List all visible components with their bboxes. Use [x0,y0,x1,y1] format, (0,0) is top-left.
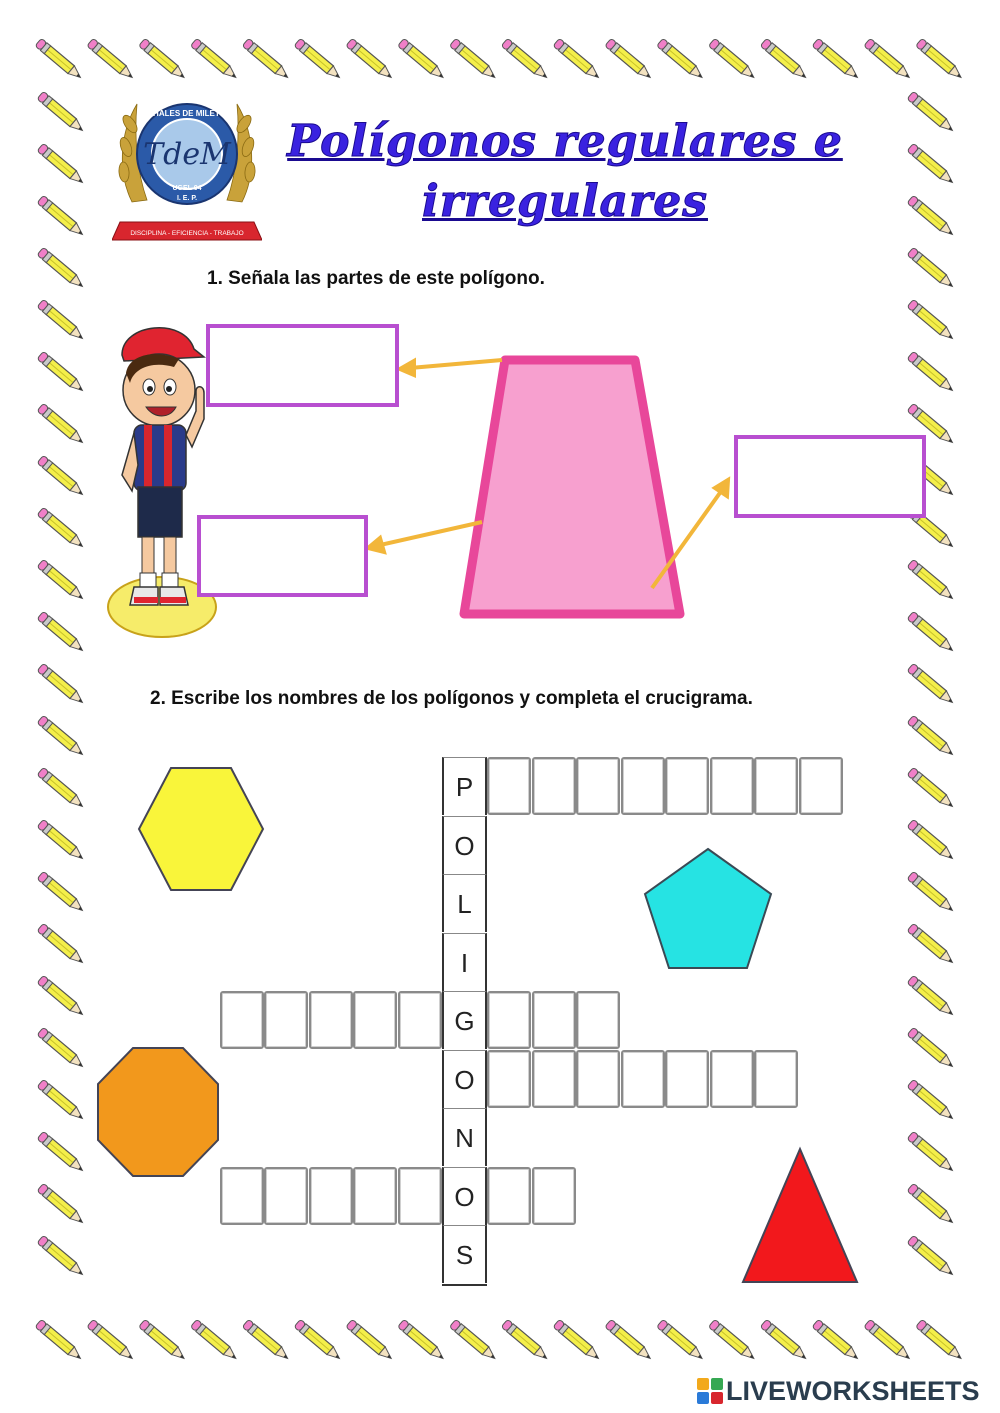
crossword-letter-5: G [442,991,487,1049]
pencil-icon [398,38,447,81]
crossword-cell[interactable] [532,1050,576,1108]
pencil-icon [87,38,136,81]
svg-text:DISCIPLINA - EFICIENCIA - TRAB: DISCIPLINA - EFICIENCIA - TRABAJO [130,230,244,237]
pencil-icon [37,663,86,706]
pencil-icon [907,247,956,290]
pencil-icon [242,38,291,81]
pencil-icon [907,1079,956,1122]
pencil-icon [907,143,956,186]
pencil-icon [190,38,239,81]
pencil-icon [657,1319,706,1362]
pencil-icon [760,1319,809,1362]
crossword-cell[interactable] [398,1167,442,1225]
pencil-icon [907,819,956,862]
crossword-cell[interactable] [487,757,531,815]
svg-text:THALES DE MILETO: THALES DE MILETO [148,109,226,118]
crossword-letter-4: I [442,933,487,991]
pencil-icon [553,38,602,81]
pencil-icon [907,871,956,914]
crossword-cell[interactable] [799,757,843,815]
crossword-cell[interactable] [264,1167,308,1225]
crossword-cell[interactable] [220,991,264,1049]
pencil-icon [907,91,956,134]
pencil-icon [37,923,86,966]
crossword-cell[interactable] [309,1167,353,1225]
svg-text:UGEL 04: UGEL 04 [172,185,202,192]
pencil-icon [907,923,956,966]
crossword-cell[interactable] [532,991,576,1049]
pencil-icon [139,1319,188,1362]
logo-monogram: TdeM [143,137,231,172]
pencil-icon [37,715,86,758]
crossword-cell[interactable] [487,1167,531,1225]
pencil-icon [37,1183,86,1226]
pencil-icon [449,38,498,81]
pencil-icon [37,195,86,238]
crossword-letter-2: O [442,816,487,874]
pentagon-icon [642,846,774,972]
trapezoid-diagram [360,330,760,630]
pencil-icon [907,299,956,342]
pencil-icon [812,1319,861,1362]
pencil-icon [37,91,86,134]
triangle-icon [740,1146,860,1286]
pencil-icon [37,871,86,914]
school-logo [112,92,262,262]
octagon-icon [95,1046,221,1178]
pencil-icon [907,1183,956,1226]
page-title [250,112,880,232]
pencil-icon [907,975,956,1018]
pencil-icon [449,1319,498,1362]
answer-box-right[interactable] [734,435,926,518]
crossword-cell[interactable] [576,757,620,815]
crossword-cell[interactable] [264,991,308,1049]
crossword-cell[interactable] [353,1167,397,1225]
pencil-icon [605,1319,654,1362]
arrow-to-top-left-box [410,360,502,368]
crossword-cell[interactable] [487,991,531,1049]
crossword-cell[interactable] [576,991,620,1049]
question-1: 1. Señala las partes de este polígono. [207,268,545,289]
pencil-icon [37,975,86,1018]
pencil-icon [37,351,86,394]
pencil-icon [907,351,956,394]
pencil-icon [916,38,965,81]
crossword-cell[interactable] [621,1050,665,1108]
crossword-cell[interactable] [398,991,442,1049]
pencil-icon [37,1235,86,1278]
pencil-icon [37,1079,86,1122]
pencil-icon [501,1319,550,1362]
pencil-icon [907,195,956,238]
pencil-icon [37,819,86,862]
pencil-icon [35,1319,84,1362]
footer-brand-text: LIVEWORKSHEETS [726,1376,980,1406]
pencil-icon [37,455,86,498]
pencil-icon [87,1319,136,1362]
pencil-icon [190,1319,239,1362]
crossword-letter-1: P [442,757,487,815]
crossword-cell[interactable] [532,757,576,815]
crossword-cell[interactable] [710,757,754,815]
crossword-cell[interactable] [576,1050,620,1108]
pencil-icon [907,715,956,758]
pencil-icon [294,1319,343,1362]
arrow-to-bottom-left-box [380,522,482,545]
hexagon-icon [136,766,266,892]
pencil-icon [37,143,86,186]
pencil-icon [907,1235,956,1278]
crossword-cell[interactable] [621,757,665,815]
liveworksheets-logo-icon [697,1378,723,1404]
pencil-icon [37,1027,86,1070]
pencil-icon [864,1319,913,1362]
pencil-icon [907,611,956,654]
pencil-icon [37,611,86,654]
crossword-letter-3: L [442,874,487,932]
pencil-icon [708,38,757,81]
title-line2: irregulares [422,176,708,227]
pencil-icon [907,663,956,706]
pencil-icon [294,38,343,81]
crossword-cell[interactable] [665,757,709,815]
pencil-icon [657,38,706,81]
footer-brand [726,1376,980,1407]
pencil-icon [907,1027,956,1070]
pencil-icon [864,38,913,81]
pencil-icon [907,559,956,602]
pencil-icon [37,767,86,810]
pencil-icon [916,1319,965,1362]
pencil-icon [37,403,86,446]
crossword-letter-7: N [442,1108,487,1166]
trapezoid-shape [464,360,680,614]
pencil-icon [346,38,395,81]
crossword-cell[interactable] [353,991,397,1049]
crossword-cell[interactable] [665,1050,709,1108]
answer-box-top[interactable] [206,324,399,407]
pencil-icon [37,247,86,290]
pencil-icon [812,38,861,81]
pencil-icon [760,38,809,81]
pencil-icon [708,1319,757,1362]
crossword-cell[interactable] [710,1050,754,1108]
pencil-icon [37,507,86,550]
pencil-icon [35,38,84,81]
crossword-cell[interactable] [532,1167,576,1225]
pencil-icon [346,1319,395,1362]
svg-text:I. E. P.: I. E. P. [176,195,198,202]
pencil-icon [605,38,654,81]
title-line1: Polígonos regulares e [287,116,843,167]
crossword-cell[interactable] [754,757,798,815]
question-2: 2. Escribe los nombres de los polígonos y completa el crucigrama. [150,688,753,709]
pencil-icon [907,767,956,810]
pencil-icon [139,38,188,81]
pencil-icon [398,1319,447,1362]
crossword-letter-9: S [442,1225,487,1283]
pencil-icon [37,559,86,602]
crossword-cell[interactable] [754,1050,798,1108]
pencil-icon [907,1131,956,1174]
crossword-letter-8: O [442,1167,487,1225]
pencil-icon [37,299,86,342]
pencil-icon [242,1319,291,1362]
crossword-cell[interactable] [309,991,353,1049]
crossword-cell[interactable] [220,1167,264,1225]
answer-box-bottom[interactable] [197,515,368,597]
crossword-letter-6: O [442,1050,487,1108]
crossword-cell[interactable] [487,1050,531,1108]
pencil-icon [37,1131,86,1174]
pencil-icon [553,1319,602,1362]
pencil-icon [501,38,550,81]
